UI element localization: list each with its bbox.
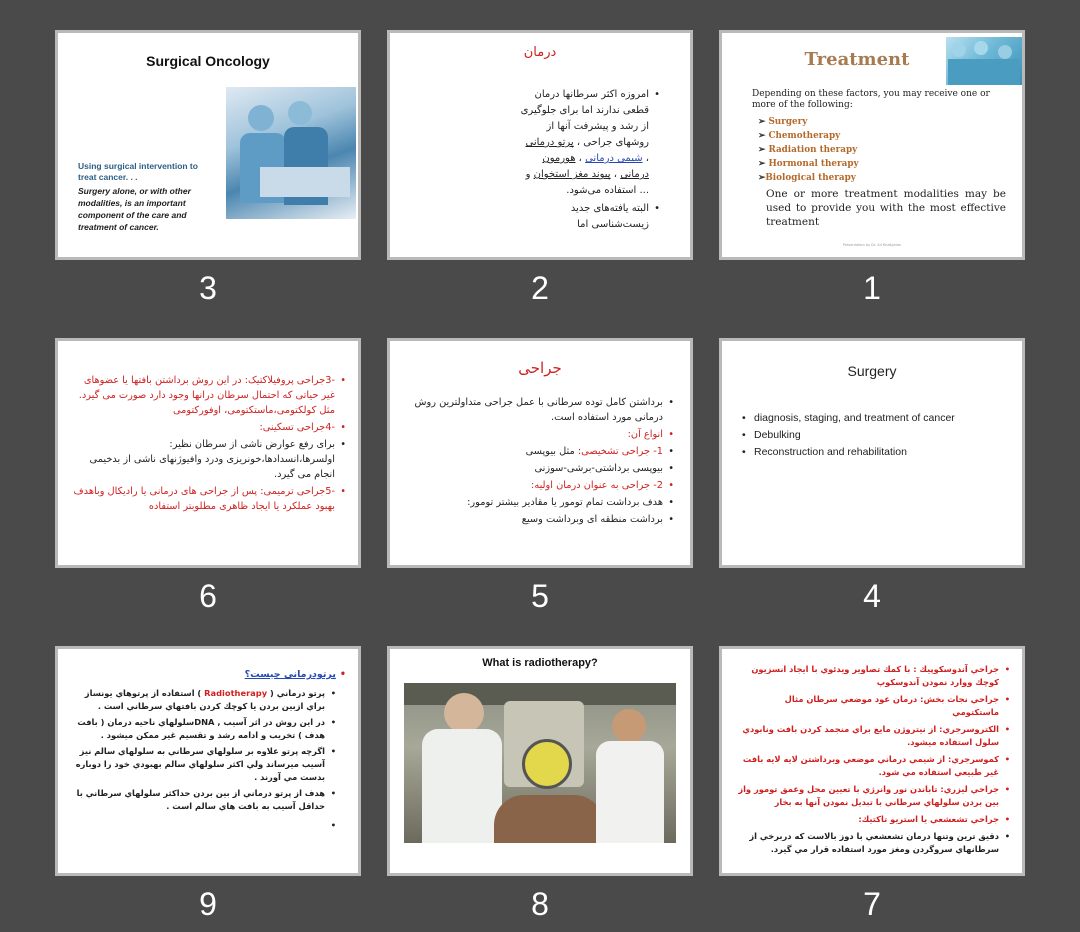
bullet-item: • هدف برداشت تمام تومور یا مقادیر بیشتر تومور: xyxy=(410,495,674,510)
slide-2-canvas[interactable] xyxy=(387,30,693,260)
slide-title: Surgery xyxy=(847,363,897,379)
bullet-item xyxy=(736,813,1010,826)
item-label: جراحي ليزري xyxy=(943,784,999,794)
text: امروزه اکثر سرطانها درمان قطعی ندارند اما برای جلوگیری از رشد و پیشرفت آنها از روشهای جراحی ، xyxy=(520,89,649,148)
slide-number: 4 xyxy=(863,578,881,614)
slide-title: Surgical Oncology xyxy=(146,53,270,69)
list-item: ➢ Surgery xyxy=(758,117,808,127)
bullet-item: • برداشتن کامل توده سرطانی با عمل جراحی متداولترین روش درمانی مورد استفاده است. xyxy=(410,395,674,425)
slide-title: Treatment xyxy=(804,49,910,70)
bullet-list xyxy=(72,687,336,819)
bullet-item xyxy=(736,663,1010,689)
item-label: 1- جراحی تشخیصی: xyxy=(577,446,663,457)
bullet-item: • البته یافته‌های جدید زیست‌شناسی اما xyxy=(520,201,660,233)
item-label: الكتروسرجري xyxy=(942,724,999,734)
item-label: كموسرجري xyxy=(951,754,999,764)
slide-6-canvas[interactable] xyxy=(55,338,361,568)
blue-intro-text: Using surgical intervention to treat cancer. . . xyxy=(78,161,198,182)
heading-text: پرتودرماني چيست؟ xyxy=(244,669,336,680)
item-label: -3جراحی پروفیلاکتیک: xyxy=(244,375,335,386)
body-text: One or more treatment modalities may be used to provide you with the most effective treatment xyxy=(766,188,1006,228)
treatment-list xyxy=(758,115,958,185)
item-label: -5جراحی ترمیمی: xyxy=(260,486,335,497)
slide-number: 7 xyxy=(863,886,881,922)
slide-number: 2 xyxy=(531,270,549,306)
bullet-list xyxy=(410,395,674,529)
list-item: ➢ Hormonal therapy xyxy=(758,159,859,169)
slide-3-canvas[interactable] xyxy=(55,30,361,260)
item-label: Hormonal therapy xyxy=(768,159,859,169)
slide-number: 1 xyxy=(863,270,881,306)
bullet-item xyxy=(736,693,1010,719)
bullet-item xyxy=(736,723,1010,749)
slide-9-canvas[interactable] xyxy=(55,646,361,876)
radiotherapy-photo xyxy=(404,683,676,843)
bullet-list xyxy=(520,87,660,235)
heading xyxy=(72,669,346,680)
slide-number: 3 xyxy=(199,270,217,306)
bullet-item: • برداشت منطقه ای وبرداشت وسیع xyxy=(410,512,674,527)
item-label: -4جراحی تسکینی: xyxy=(259,422,335,433)
item-text: انواع آن: xyxy=(627,429,663,440)
bullet-item xyxy=(520,87,660,199)
slide-1-canvas[interactable] xyxy=(719,30,1025,260)
bullet-list xyxy=(72,373,346,516)
footer-text: Presentation by Dr. Ali Khalighian xyxy=(842,243,902,247)
link-radiotherapy[interactable]: پرتو درمانی xyxy=(525,137,574,148)
item-text: ) استفاده از پرتوهاي يونساز براي ازبين بردن يا كوچك كردن بافتهاي سرطاني است . xyxy=(84,688,325,711)
body-text: Surgery alone, or with other modalities, is an important component of the care and treatment of cancer. xyxy=(78,186,191,232)
item-text: : با كمك تصاوير ويدئوي با ايجاد انسزيون كوچك ووارد نمودن آندوسكوپ xyxy=(751,664,999,687)
bullet-item xyxy=(72,687,336,713)
item-label: Surgery xyxy=(768,117,808,127)
item-label: جراحي نجات بخش: xyxy=(920,694,999,704)
text: ، xyxy=(610,169,621,180)
item-text: : تاباندن نور وانرژي با تعيين محل وعمق تومور واز بين بردن سلولهاي سرطاني با تبديل نمودن آنها به بخار xyxy=(738,784,999,807)
item-label: Radiotherapy xyxy=(204,688,268,698)
slide-number: 6 xyxy=(199,578,217,614)
bullet-item xyxy=(72,420,346,435)
bullet-item xyxy=(410,427,674,442)
text: و ... استفاده می‌شود. xyxy=(525,169,649,196)
slide-4-canvas[interactable] xyxy=(719,338,1025,568)
bullet-item xyxy=(410,444,674,459)
bullet-item xyxy=(736,830,1010,856)
item-text: پس از جراحی های درمانی یا رادیکال وباهدف بهبود عملکرد یا ایجاد ظاهری مطلوبتر استفاده xyxy=(73,486,335,512)
item-text: در این روش برداشتن بافتها یا عضوهای غیر حیاتی که احتمال سرطان درانها وجود دارد صورت می گیرد. مثل کولکتومی،ماستکتومی، اوفورکتومی xyxy=(78,375,335,416)
bullet-item xyxy=(410,478,674,493)
item-label: جراحي تشعشعي يا استريو تاكتيك xyxy=(861,814,999,824)
item-text: : از نيتروژن مايع براي منجمد كردن بافت ونابودي سلول استفاده ميشود. xyxy=(742,724,999,747)
slide-5-canvas[interactable] xyxy=(387,338,693,568)
slide-title: جراحی xyxy=(518,359,562,377)
slide-7-canvas[interactable] xyxy=(719,646,1025,876)
text: ، xyxy=(642,153,649,164)
bullet-item xyxy=(72,373,346,418)
bullet-list xyxy=(736,663,1010,858)
item-text: مثل بیوپسی xyxy=(525,446,578,457)
item-text: : xyxy=(858,814,862,824)
bullet-item: • هدف از پرتو درماني از بين بردن حداكثر سلولهاي سرطاني با حداقل آسيب به بافت هاي سالم است . xyxy=(72,787,336,813)
link-bone-marrow[interactable]: پیوند مغز استخوان xyxy=(533,169,611,180)
item-text: : از شيمي درماني موضعي وبرداشتن لايه لايه بافت غير طبيعي استفاده مي شود. xyxy=(742,754,999,777)
intro-text: Depending on these factors, you may receive one or more of the following: xyxy=(752,89,990,110)
item-label: جراحي آندوسكوپيك xyxy=(919,664,999,674)
slide-number: 5 xyxy=(531,578,549,614)
slide-8-canvas[interactable] xyxy=(387,646,693,876)
item-text: پرتو درماني ( xyxy=(267,688,325,698)
item-label: Biological therapy xyxy=(765,173,856,183)
list-item: ➢ Radiation therapy xyxy=(758,145,858,155)
slide-title: What is radiotherapy? xyxy=(482,657,598,669)
surgeons-photo xyxy=(946,37,1022,85)
bullet-item xyxy=(736,783,1010,809)
item-text: 2- جراحی به عنوان درمان اولیه: xyxy=(531,480,663,491)
bullet-item: • Debulking xyxy=(742,428,1012,443)
list-item: ➢Biological therapy xyxy=(758,173,856,183)
slide-number: 8 xyxy=(531,886,549,922)
bullet-icon: • xyxy=(339,669,346,680)
text: ، xyxy=(575,153,586,164)
item-text: دقيق ترين وتنها درمان تشعشعي با دوز بالاست كه دربرخي از سرطانهاي سروگردن ومغز مورد استفاده قرار مي گيرد. xyxy=(749,831,999,854)
bullet-item: • diagnosis, staging, and treatment of cancer xyxy=(742,411,1012,426)
slide-title: درمان xyxy=(523,45,557,60)
surgery-photo xyxy=(226,87,356,219)
list-item: ➢ Chemotherapy xyxy=(758,131,841,141)
bullet-item: • اگرچه پرتو علاوه بر سلولهاي سرطاني به سلولهاي سالم نيز آسيب ميرساند ولي اكثر سلولهاي سالم بهبودي خود را دوباره بدست مي آورند . xyxy=(72,745,336,784)
bullet-item: • در اين روش در اثر آسيب , DNAسلولهاي ناحيه درمان ( بافت هدف ) تخريب و ادامه رشد و تقسيم غير ممكن ميشود . xyxy=(72,716,336,742)
slide-number: 9 xyxy=(199,886,217,922)
bullet-item xyxy=(72,484,346,514)
bullet-item: • برای رفع عوارض ناشی از سرطان نظیر: اولسرها،انسدادها،خونریزی ودرد وافیوژنهای ناشی از بدخیمی انجام می گیرد. xyxy=(72,437,346,482)
link-chemotherapy[interactable]: شیمی درمانی xyxy=(585,153,643,164)
item-label: Radiation therapy xyxy=(768,145,858,155)
item-text: درمان عود موضعي سرطان مثال ماستكتومي xyxy=(784,694,999,717)
bullet-item xyxy=(736,753,1010,779)
bullet-item: • بیوپسی برداشتی-برشی-سوزنی xyxy=(410,461,674,476)
bullet-list xyxy=(742,411,1012,462)
item-label: Chemotherapy xyxy=(768,131,841,141)
link-hormone-therapy[interactable]: هورمون درمانی xyxy=(542,153,649,180)
bullet-item: • Reconstruction and rehabilitation xyxy=(742,445,1012,460)
